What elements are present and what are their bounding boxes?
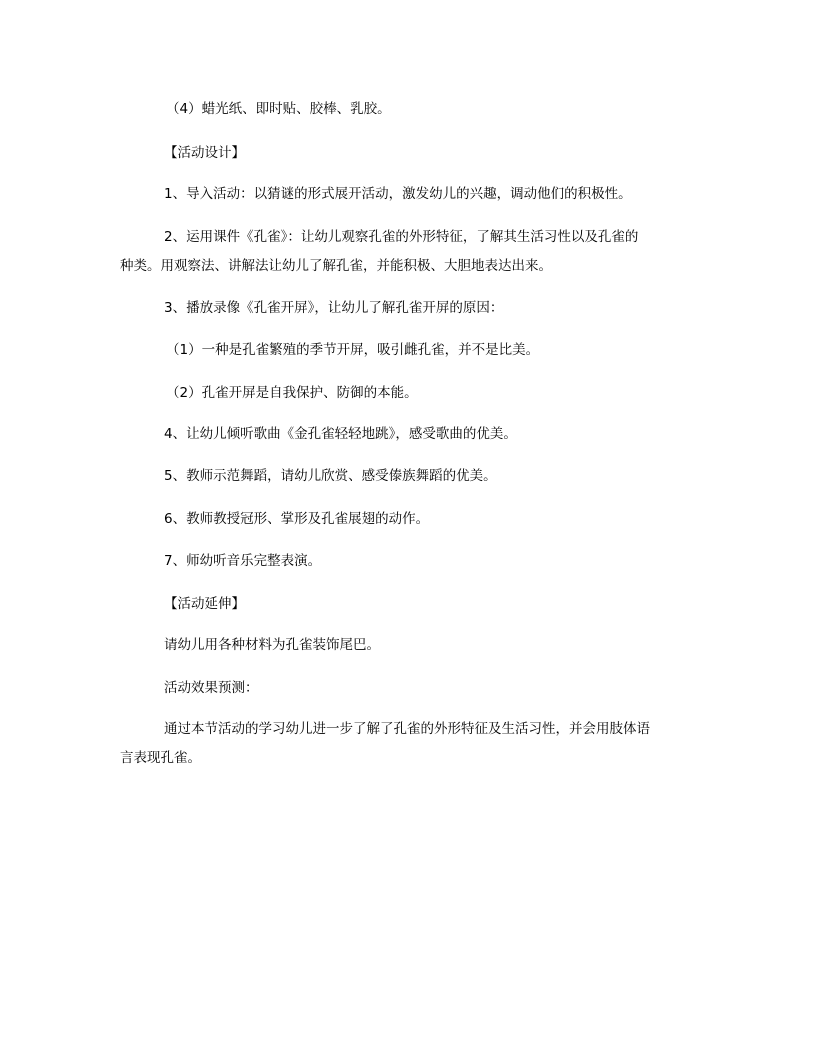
reason-2: （2）孔雀开屏是自我保护、防御的本能。	[166, 385, 418, 401]
step-7: 7、师幼听音乐完整表演。	[164, 553, 322, 569]
section-heading-activity-design: 【活动设计】	[164, 145, 245, 161]
step-2-line-2: 种类。用观察法、讲解法让幼儿了解孔雀，并能积极、大胆地表达出来。	[120, 258, 552, 274]
effect-text-line-1: 通过本节活动的学习幼儿进一步了解了孔雀的外形特征及生活习性，并会用肢体语	[164, 721, 650, 737]
step-3: 3、播放录像《孔雀开屏》，让幼儿了解孔雀开屏的原因：	[164, 300, 504, 316]
step-5: 5、教师示范舞蹈，请幼儿欣赏、感受傣族舞蹈的优美。	[164, 468, 497, 484]
step-1: 1、导入活动：以猜谜的形式展开活动，激发幼儿的兴趣，调动他们的积极性。	[164, 186, 632, 202]
material-item-4: （4）蜡光纸、即时贴、胶棒、乳胶。	[166, 101, 391, 117]
section-heading-activity-extension: 【活动延伸】	[164, 596, 245, 612]
step-6: 6、教师教授冠形、掌形及孔雀展翅的动作。	[164, 511, 430, 527]
effect-heading: 活动效果预测：	[164, 680, 259, 696]
reason-1: （1）一种是孔雀繁殖的季节开屏，吸引雌孔雀，并不是比美。	[166, 342, 540, 358]
extension-text: 请幼儿用各种材料为孔雀装饰尾巴。	[164, 637, 380, 653]
step-2-line-1: 2、运用课件《孔雀》：让幼儿观察孔雀的外形特征，了解其生活习性以及孔雀的	[164, 229, 639, 245]
step-4: 4、让幼儿倾听歌曲《金孔雀轻轻地跳》，感受歌曲的优美。	[164, 426, 517, 442]
effect-text-line-2: 言表现孔雀。	[120, 750, 201, 766]
